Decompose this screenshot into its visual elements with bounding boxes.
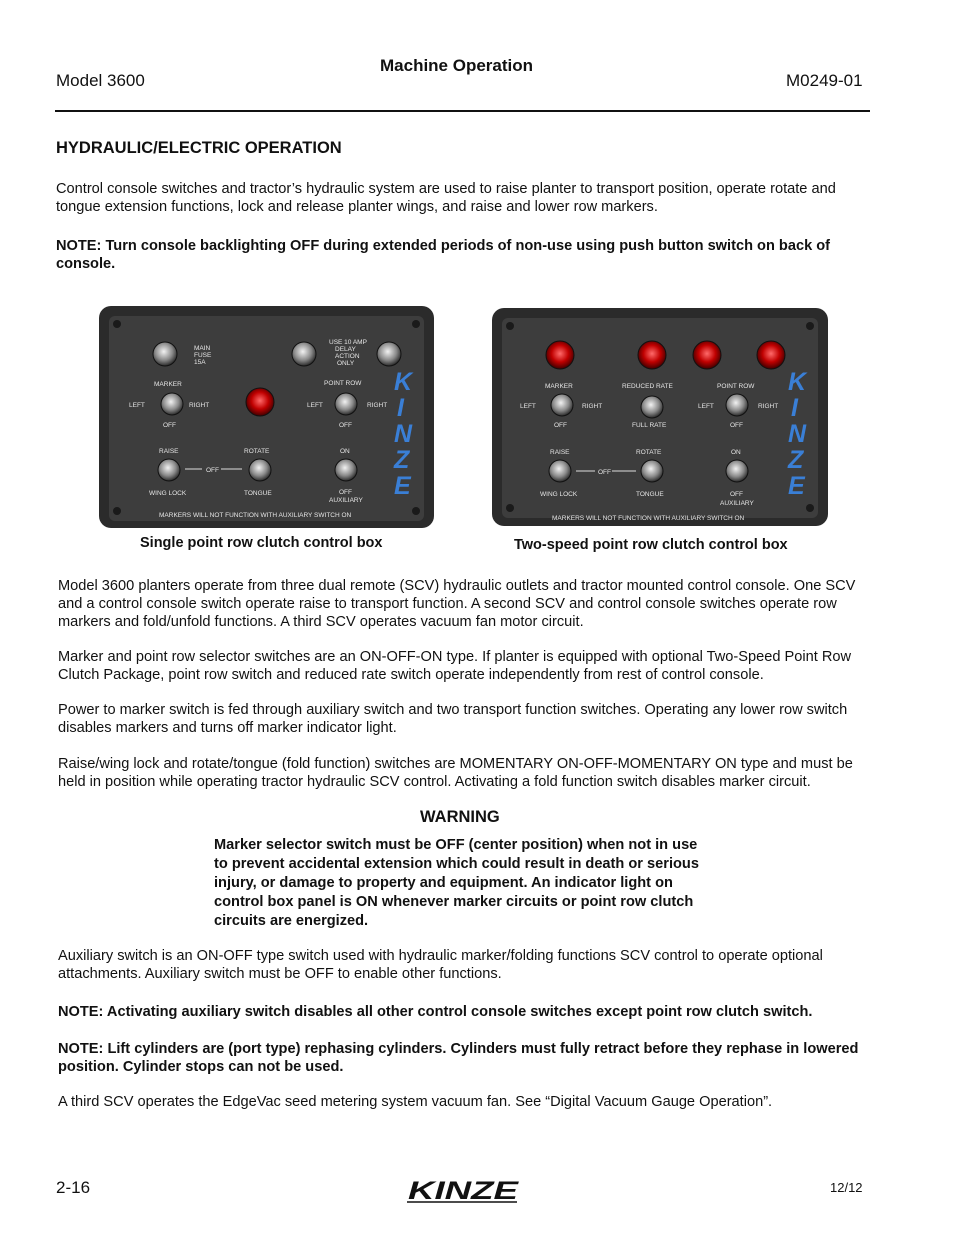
tongue-label: TONGUE: [244, 490, 272, 497]
brand-letter-i: I: [397, 394, 404, 422]
panel-footer-label: MARKERS WILL NOT FUNCTION WITH AUXILIARY SWITCH ON: [159, 512, 352, 519]
panel-footer-label: MARKERS WILL NOT FUNCTION WITH AUXILIARY SWITCH ON: [552, 515, 745, 522]
brand-letter-z: Z: [788, 446, 804, 474]
indicator-lamp-2: [638, 341, 666, 369]
warning-title: WARNING: [420, 808, 500, 826]
reduced-rate-label: REDUCED RATE: [622, 383, 673, 390]
main-fuse-label-3: 15A: [194, 359, 206, 366]
kinze-logo-text: KINZE: [408, 1177, 520, 1204]
header-section-title: Machine Operation: [380, 56, 534, 75]
point-row-off-label: OFF: [730, 422, 743, 429]
brand-letter-i: I: [791, 394, 798, 422]
wing-lock-label: WING LOCK: [149, 490, 187, 497]
footer-date: 12/12: [830, 1180, 863, 1195]
warning-body: Marker selector switch must be OFF (center position) when not in use to prevent accidental extension which could result in death or serious injury, or damage to property and equipment. An indicator light on control box panel is ON whenever marker circuits or point row clutch circuits are energized.: [214, 837, 699, 929]
point-row-switch: [335, 393, 357, 415]
brand-letter-n: N: [394, 420, 413, 448]
paragraph-scv: Model 3600 planters operate from three dual remote (SCV) hydraulic outlets and tractor mounted control console. One SCV and a control console switch operate raise to transport function. A second SCV and control console switches operate row markers and fold/unfold functions. A third SCV operates vacuum fan motor circuit.: [58, 578, 856, 630]
aux-off-label: OFF: [730, 491, 743, 498]
paragraph-selector-switches: Marker and point row selector switches are an ON-OFF-ON type. If planter is equipped with optional Two-Speed Point Row Clutch Package, point row switch and reduced rate switch operate independently from rest of control console.: [58, 649, 852, 683]
fuse-note-4: ONLY: [337, 360, 355, 367]
paragraph-edgevac: A third SCV operates the EdgeVac seed metering system vacuum fan. See “Digital Vacuum Gauge Operation”.: [58, 1094, 773, 1110]
main-fuse-holder: [153, 342, 177, 366]
on-label: ON: [340, 448, 350, 455]
single-control-box-photo: [99, 306, 434, 528]
rotate-label: ROTATE: [244, 448, 270, 455]
point-row-right-label: RIGHT: [367, 402, 388, 409]
two-speed-control-box-photo: [492, 308, 828, 526]
fuse-note-3: ACTION: [335, 353, 360, 360]
note-auxiliary: NOTE: Activating auxiliary switch disables all other control console switches except point row clutch switch.: [58, 1004, 813, 1020]
marker-switch: [161, 393, 183, 415]
fuse-holder: [292, 342, 316, 366]
raise-label: RAISE: [159, 448, 179, 455]
tongue-label: TONGUE: [636, 491, 664, 498]
point-row-left-label: LEFT: [698, 403, 714, 410]
marker-switch: [551, 394, 573, 416]
wing-lock-label: WING LOCK: [540, 491, 578, 498]
brand-letter-z: Z: [394, 446, 410, 474]
paragraph-power: Power to marker switch is fed through auxiliary switch and two transport function switches. Operating any lower row switch disables markers and turns off marker indicator light.: [58, 702, 848, 736]
main-fuse-label-1: MAIN: [194, 345, 211, 352]
point-row-label: POINT ROW: [717, 383, 755, 390]
indicator-lamp-3: [693, 341, 721, 369]
fold-off-label: OFF: [206, 467, 219, 474]
brand-letter-n: N: [788, 420, 807, 448]
point-row-off-label: OFF: [339, 422, 352, 429]
kinze-logo: [405, 1176, 525, 1204]
paragraph-auxiliary: Auxiliary switch is an ON-OFF type switch used with hydraulic marker/folding functions SCV control to operate optional attachments. Auxiliary switch must be OFF to enable other functions.: [58, 948, 823, 982]
note-lift-cylinders: NOTE: Lift cylinders are (port type) rephasing cylinders. Cylinders must fully retract before they rephase in lowered position. Cylinder stops can not be used.: [58, 1041, 859, 1075]
brand-letter-e: E: [788, 472, 805, 500]
left-label: LEFT: [129, 402, 145, 409]
intro-paragraph: Control console switches and tractor’s hydraulic system are used to raise planter to transport position, operate rotate and tongue extension functions, lock and release planter wings, and raise and lower row markers.: [56, 181, 836, 215]
brand-letter-e: E: [394, 472, 411, 500]
right-label: RIGHT: [189, 402, 210, 409]
full-rate-label: FULL RATE: [632, 422, 667, 429]
rotate-switch: [249, 459, 271, 481]
point-row-right-label: RIGHT: [758, 403, 779, 410]
indicator-lamp-1: [546, 341, 574, 369]
main-fuse-label-2: FUSE: [194, 352, 212, 359]
auxiliary-switch: [335, 459, 357, 481]
point-row-switch: [726, 394, 748, 416]
auxiliary-label: AUXILIARY: [329, 497, 363, 504]
caption-two-speed: Two-speed point row clutch control box: [514, 537, 788, 553]
auxiliary-switch: [726, 460, 748, 482]
marker-label: MARKER: [154, 381, 182, 388]
rotate-switch: [641, 460, 663, 482]
section-heading: HYDRAULIC/ELECTRIC OPERATION: [56, 139, 342, 157]
raise-switch: [549, 460, 571, 482]
raise-switch: [158, 459, 180, 481]
auxiliary-label: AUXILIARY: [720, 500, 754, 507]
aux-off-label: OFF: [339, 489, 352, 496]
fuse-holder-right: [377, 342, 401, 366]
indicator-lamp-4: [757, 341, 785, 369]
point-row-left-label: LEFT: [307, 402, 323, 409]
marker-label: MARKER: [545, 383, 573, 390]
header-rule: [55, 110, 870, 112]
header-doc-number: M0249-01: [786, 71, 863, 90]
brand-letter-k: K: [394, 368, 413, 396]
caption-single: Single point row clutch control box: [140, 535, 383, 551]
note-backlight: NOTE: Turn console backlighting OFF during extended periods of non-use using push button switch on back of console.: [56, 238, 831, 272]
marker-off-label: OFF: [554, 422, 567, 429]
fuse-note-2: DELAY: [335, 346, 356, 353]
paragraph-fold-switches: Raise/wing lock and rotate/tongue (fold function) switches are MOMENTARY ON-OFF-MOMENTARY ON type and must be held in position while operating tractor hydraulic SCV control. Activating a fold function switch disables marker circuit.: [58, 756, 853, 790]
point-row-label: POINT ROW: [324, 380, 362, 387]
brand-letter-k: K: [788, 368, 807, 396]
on-label: ON: [731, 449, 741, 456]
left-label: LEFT: [520, 403, 536, 410]
right-label: RIGHT: [582, 403, 603, 410]
indicator-lamp: [246, 388, 274, 416]
rate-switch: [641, 396, 663, 418]
marker-off-label: OFF: [163, 422, 176, 429]
fuse-note-1: USE 10 AMP: [329, 339, 367, 346]
raise-label: RAISE: [550, 449, 570, 456]
footer-page-number: 2-16: [56, 1178, 91, 1197]
rotate-label: ROTATE: [636, 449, 662, 456]
fold-off-label: OFF: [598, 469, 611, 476]
header-model: Model 3600: [56, 71, 145, 90]
